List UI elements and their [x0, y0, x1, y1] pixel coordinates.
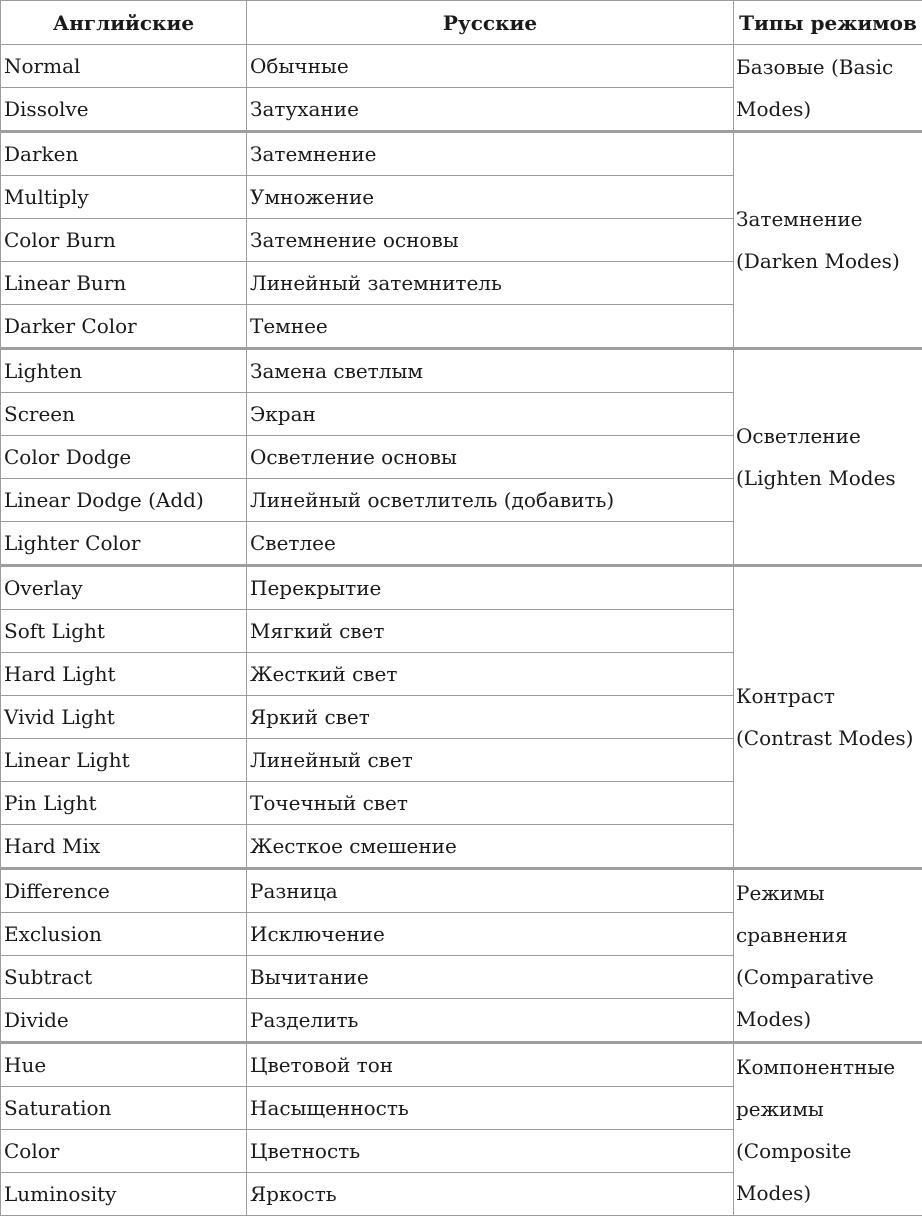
english-mode-name: Darken [1, 132, 247, 176]
english-mode-name: Color Dodge [1, 436, 247, 479]
russian-mode-name: Перекрытие [247, 566, 734, 610]
english-mode-name: Exclusion [1, 913, 247, 956]
russian-mode-name: Разделить [247, 999, 734, 1043]
russian-mode-name: Светлее [247, 522, 734, 566]
mode-type-line: Режимы [736, 872, 922, 914]
mode-type-cell [734, 132, 922, 349]
mode-type-cell [734, 1043, 922, 1216]
english-mode-name: Normal [1, 45, 247, 88]
russian-mode-name: Яркий свет [247, 696, 734, 739]
russian-mode-name: Осветление основы [247, 436, 734, 479]
russian-mode-name: Замена светлым [247, 349, 734, 393]
mode-type-line: Modes) [736, 1172, 922, 1214]
english-mode-name: Pin Light [1, 782, 247, 825]
mode-type-line: (Contrast Modes) [736, 717, 922, 759]
mode-type-cell [734, 566, 922, 869]
russian-mode-name: Разница [247, 869, 734, 913]
english-mode-name: Subtract [1, 956, 247, 999]
table-header [1, 1, 922, 45]
russian-mode-name: Линейный затемнитель [247, 262, 734, 305]
mode-type-line: сравнения [736, 914, 922, 956]
mode-type-line: (Lighten Modes [736, 457, 922, 499]
mode-type-line: (Darken Modes) [736, 240, 922, 282]
english-mode-name: Lighter Color [1, 522, 247, 566]
english-mode-name: Luminosity [1, 1173, 247, 1216]
english-mode-name: Multiply [1, 176, 247, 219]
table-row [1, 45, 922, 88]
mode-type-line: Базовые (Basic [736, 46, 922, 88]
mode-type-line: Затемнение [736, 198, 922, 240]
mode-type-line: Контраст [736, 675, 922, 717]
russian-mode-name: Затемнение основы [247, 219, 734, 262]
russian-mode-name: Цветность [247, 1130, 734, 1173]
english-mode-name: Linear Dodge (Add) [1, 479, 247, 522]
english-mode-name: Difference [1, 869, 247, 913]
english-mode-name: Dissolve [1, 88, 247, 132]
english-mode-name: Hard Mix [1, 825, 247, 869]
russian-mode-name: Вычитание [247, 956, 734, 999]
header-type: Типы режимов [734, 1, 922, 45]
russian-mode-name: Линейный осветлитель (добавить) [247, 479, 734, 522]
mode-type-line: Осветление [736, 415, 922, 457]
english-mode-name: Hard Light [1, 653, 247, 696]
russian-mode-name: Умножение [247, 176, 734, 219]
header-row [1, 1, 922, 45]
mode-type-cell [734, 45, 922, 132]
mode-type-line: режимы [736, 1088, 922, 1130]
russian-mode-name: Жесткое смешение [247, 825, 734, 869]
russian-mode-name: Цветовой тон [247, 1043, 734, 1087]
table-row [1, 1043, 922, 1087]
english-mode-name: Linear Light [1, 739, 247, 782]
english-mode-name: Divide [1, 999, 247, 1043]
mode-type-line: Modes) [736, 998, 922, 1040]
table-body [1, 45, 922, 1216]
russian-mode-name: Яркость [247, 1173, 734, 1216]
english-mode-name: Screen [1, 393, 247, 436]
russian-mode-name: Мягкий свет [247, 610, 734, 653]
russian-mode-name: Исключение [247, 913, 734, 956]
english-mode-name: Hue [1, 1043, 247, 1087]
english-mode-name: Saturation [1, 1087, 247, 1130]
mode-type-cell [734, 349, 922, 566]
russian-mode-name: Затухание [247, 88, 734, 132]
english-mode-name: Vivid Light [1, 696, 247, 739]
english-mode-name: Color Burn [1, 219, 247, 262]
header-russian: Русские [247, 1, 734, 45]
table-row [1, 349, 922, 393]
english-mode-name: Lighten [1, 349, 247, 393]
russian-mode-name: Насыщенность [247, 1087, 734, 1130]
mode-type-line: Компонентные [736, 1046, 922, 1088]
russian-mode-name: Темнее [247, 305, 734, 349]
russian-mode-name: Точечный свет [247, 782, 734, 825]
russian-mode-name: Затемнение [247, 132, 734, 176]
header-english: Английские [1, 1, 247, 45]
russian-mode-name: Жесткий свет [247, 653, 734, 696]
english-mode-name: Linear Burn [1, 262, 247, 305]
russian-mode-name: Линейный свет [247, 739, 734, 782]
mode-type-line: (Comparative [736, 956, 922, 998]
english-mode-name: Soft Light [1, 610, 247, 653]
table-row [1, 566, 922, 610]
mode-type-line: Modes) [736, 88, 922, 130]
english-mode-name: Darker Color [1, 305, 247, 349]
russian-mode-name: Обычные [247, 45, 734, 88]
english-mode-name: Overlay [1, 566, 247, 610]
table-row [1, 869, 922, 913]
table-row [1, 132, 922, 176]
mode-type-line: (Composite [736, 1130, 922, 1172]
english-mode-name: Color [1, 1130, 247, 1173]
mode-type-cell [734, 869, 922, 1043]
russian-mode-name: Экран [247, 393, 734, 436]
